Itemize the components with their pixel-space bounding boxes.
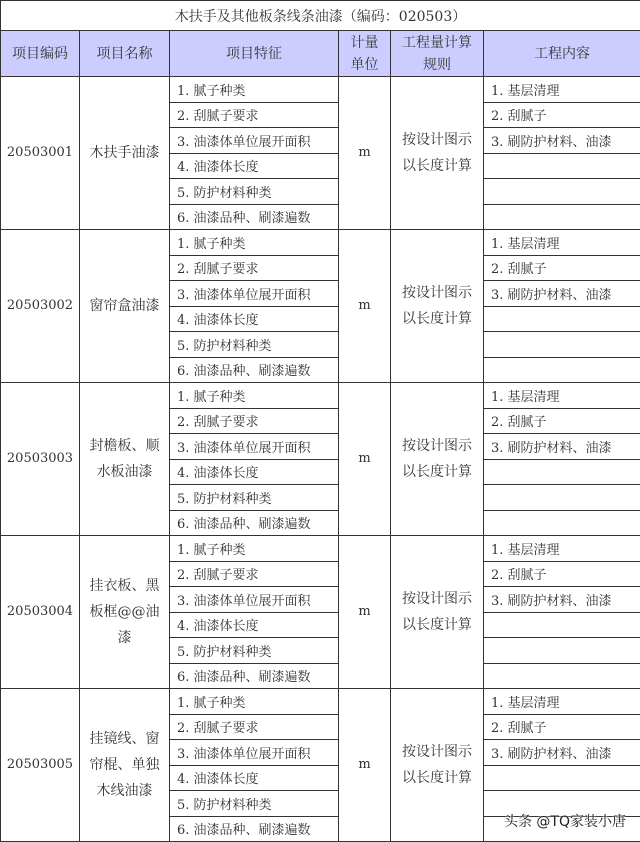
item-feature: 2. 刮腻子要求 — [170, 102, 339, 128]
item-feature: 1. 腻子种类 — [170, 230, 339, 256]
item-code: 20503003 — [1, 383, 80, 536]
item-feature: 5. 防护材料种类 — [170, 638, 339, 664]
item-feature: 4. 油漆体长度 — [170, 459, 339, 485]
item-content — [484, 153, 640, 179]
item-unit: m — [339, 383, 391, 536]
item-content: 1. 基层清理 — [484, 77, 640, 103]
header-feature: 项目特征 — [170, 31, 339, 77]
item-content — [484, 638, 640, 664]
item-feature: 2. 刮腻子要求 — [170, 408, 339, 434]
item-rule: 按设计图示以长度计算 — [391, 383, 484, 536]
item-feature: 2. 刮腻子要求 — [170, 714, 339, 740]
item-content: 3. 刷防护材料、油漆 — [484, 434, 640, 460]
item-content: 2. 刮腻子 — [484, 255, 640, 281]
item-content: 3. 刷防护材料、油漆 — [484, 128, 640, 154]
header-unit: 计量单位 — [339, 31, 391, 77]
item-feature: 4. 油漆体长度 — [170, 612, 339, 638]
item-content — [484, 510, 640, 536]
item-content — [484, 204, 640, 230]
item-content: 2. 刮腻子 — [484, 561, 640, 587]
item-rule: 按设计图示以长度计算 — [391, 230, 484, 383]
item-content: 2. 刮腻子 — [484, 408, 640, 434]
table-row — [1, 689, 640, 715]
header-rule: 工程量计算规则 — [391, 31, 484, 77]
item-name: 封檐板、顺水板油漆 — [80, 383, 170, 536]
item-feature: 3. 油漆体单位展开面积 — [170, 434, 339, 460]
item-feature: 3. 油漆体单位展开面积 — [170, 281, 339, 307]
item-feature: 5. 防护材料种类 — [170, 485, 339, 511]
item-content: 1. 基层清理 — [484, 383, 640, 409]
item-feature: 4. 油漆体长度 — [170, 765, 339, 791]
item-feature: 5. 防护材料种类 — [170, 791, 339, 817]
item-content — [484, 179, 640, 205]
item-code: 20503001 — [1, 77, 80, 230]
item-content: 2. 刮腻子 — [484, 714, 640, 740]
item-name: 木扶手油漆 — [80, 77, 170, 230]
item-feature: 3. 油漆体单位展开面积 — [170, 740, 339, 766]
item-unit: m — [339, 689, 391, 842]
item-feature: 2. 刮腻子要求 — [170, 255, 339, 281]
item-feature: 3. 油漆体单位展开面积 — [170, 128, 339, 154]
table-row — [1, 383, 640, 409]
item-feature: 6. 油漆品种、刷漆遍数 — [170, 816, 339, 842]
header-name: 项目名称 — [80, 31, 170, 77]
item-name: 挂镜线、窗帘棍、单独木线油漆 — [80, 689, 170, 842]
table-row — [1, 77, 640, 103]
item-feature: 6. 油漆品种、刷漆遍数 — [170, 357, 339, 383]
item-content — [484, 612, 640, 638]
item-code: 20503005 — [1, 689, 80, 842]
item-content: 3. 刷防护材料、油漆 — [484, 740, 640, 766]
item-feature: 6. 油漆品种、刷漆遍数 — [170, 663, 339, 689]
item-feature: 2. 刮腻子要求 — [170, 561, 339, 587]
item-rule: 按设计图示以长度计算 — [391, 536, 484, 689]
item-content — [484, 332, 640, 358]
item-rule: 按设计图示以长度计算 — [391, 689, 484, 842]
table-title: 木扶手及其他板条线条油漆（编码：020503） — [1, 1, 640, 31]
item-feature: 4. 油漆体长度 — [170, 153, 339, 179]
item-code: 20503004 — [1, 536, 80, 689]
item-rule: 按设计图示以长度计算 — [391, 77, 484, 230]
item-feature: 1. 腻子种类 — [170, 77, 339, 103]
item-name: 挂衣板、黑板框@@油漆 — [80, 536, 170, 689]
item-unit: m — [339, 536, 391, 689]
header-content: 工程内容 — [484, 31, 640, 77]
item-name: 窗帘盒油漆 — [80, 230, 170, 383]
item-code: 20503002 — [1, 230, 80, 383]
item-content — [484, 306, 640, 332]
item-feature: 6. 油漆品种、刷漆遍数 — [170, 204, 339, 230]
item-content: 2. 刮腻子 — [484, 102, 640, 128]
item-content: 1. 基层清理 — [484, 689, 640, 715]
item-feature: 5. 防护材料种类 — [170, 332, 339, 358]
item-content — [484, 765, 640, 791]
item-content: 3. 刷防护材料、油漆 — [484, 281, 640, 307]
item-content: 1. 基层清理 — [484, 536, 640, 562]
item-unit: m — [339, 230, 391, 383]
item-feature: 3. 油漆体单位展开面积 — [170, 587, 339, 613]
item-feature: 5. 防护材料种类 — [170, 179, 339, 205]
item-content: 3. 刷防护材料、油漆 — [484, 587, 640, 613]
item-content — [484, 357, 640, 383]
watermark: 头条 @TQ家装小唐 — [504, 811, 626, 831]
item-feature: 1. 腻子种类 — [170, 689, 339, 715]
table-row — [1, 536, 640, 562]
table-row — [1, 230, 640, 256]
item-feature: 1. 腻子种类 — [170, 536, 339, 562]
item-content: 1. 基层清理 — [484, 230, 640, 256]
item-feature: 4. 油漆体长度 — [170, 306, 339, 332]
header-code: 项目编码 — [1, 31, 80, 77]
item-unit: m — [339, 77, 391, 230]
item-feature: 1. 腻子种类 — [170, 383, 339, 409]
item-content — [484, 485, 640, 511]
item-feature: 6. 油漆品种、刷漆遍数 — [170, 510, 339, 536]
item-content — [484, 459, 640, 485]
item-content — [484, 663, 640, 689]
